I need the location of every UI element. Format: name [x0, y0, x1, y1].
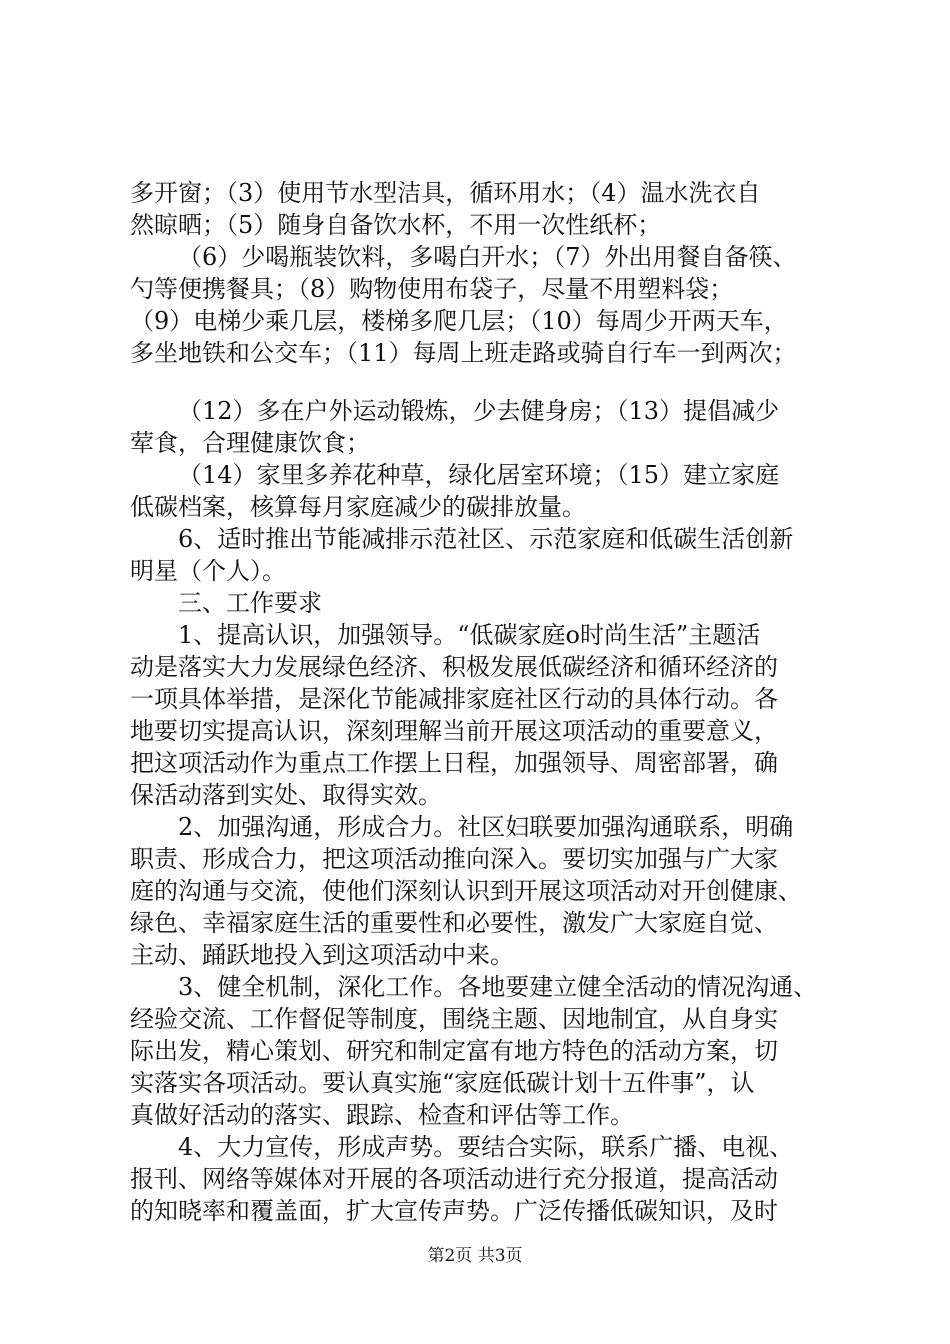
text-line: 然晾晒；（5）随身自备饮水杯，不用一次性纸杯； — [130, 211, 662, 239]
text-line: 1、提高认识，加强领导。“低碳家庭o时尚生活”主题活 — [178, 621, 761, 649]
text-line: 的知晓率和覆盖面，扩大宣传声势。广泛传播低碳知识，及时 — [130, 1197, 778, 1225]
text-line: 际出发，精心策划、研究和制定富有地方特色的活动方案，切 — [130, 1037, 778, 1065]
text-line: 实落实各项活动。要认真实施“家庭低碳计划十五件事”，认 — [130, 1069, 755, 1097]
text-line: 经验交流、工作督促等制度，围绕主题、因地制宜，从自身实 — [130, 1005, 778, 1033]
text-line: 2、加强沟通，形成合力。社区妇联要加强沟通联系，明确 — [178, 813, 794, 841]
text-line: 多坐地铁和公交车；（11）每周上班走路或骑自行车一到两次； — [130, 339, 797, 367]
text-line: 明星（个人）。 — [130, 557, 286, 585]
text-line: 荤食，合理健康饮食； — [130, 429, 370, 457]
text-line: 地要切实提高认识，深刻理解当前开展这项活动的重要意义， — [130, 717, 778, 745]
text-line: 低碳档案，核算每月家庭减少的碳排放量。 — [130, 493, 586, 521]
text-line: 庭的沟通与交流，使他们深刻认识到开展这项活动对开创健康、 — [130, 877, 802, 905]
text-line: 报刊、网络等媒体对开展的各项活动进行充分报道，提高活动 — [130, 1165, 778, 1193]
text-line: （9）电梯少乘几层，楼梯多爬几层；（10）每周少开两天车， — [130, 307, 788, 335]
text-line: 把这项活动作为重点工作摆上日程，加强领导、周密部署，确 — [130, 749, 778, 777]
text-line: （14）家里多养花种草，绿化居室环境；（15）建立家庭 — [178, 461, 780, 489]
text-line: 动是落实大力发展绿色经济、积极发展低碳经济和循环经济的 — [130, 653, 778, 681]
section-heading: 三、工作要求 — [178, 589, 322, 617]
text-line: 4、大力宣传，形成声势。要结合实际，联系广播、电视、 — [178, 1133, 794, 1161]
text-line: 主动、踊跃地投入到这项活动中来。 — [130, 941, 514, 969]
text-line: 保活动落到实处、取得实效。 — [130, 781, 442, 809]
text-line: 一项具体举措，是深化节能减排家庭社区行动的具体行动。各 — [130, 685, 778, 713]
text-line: 勺等便携餐具；（8）购物使用布袋子，尽量不用塑料袋； — [130, 275, 734, 303]
text-line: 职责、形成合力，把这项活动推向深入。要切实加强与广大家 — [130, 845, 778, 873]
text-line: （12）多在户外运动锻炼，少去健身房；（13）提倡减少 — [178, 397, 780, 425]
page-number: 第2页 共3页 — [427, 1246, 523, 1266]
text-line: 3、健全机制，深化工作。各地要建立健全活动的情况沟通、 — [178, 973, 818, 1001]
text-line: 6、适时推出节能减排示范社区、示范家庭和低碳生活创新 — [178, 525, 794, 553]
text-line: 真做好活动的落实、跟踪、检查和评估等工作。 — [130, 1101, 634, 1129]
text-line: （6）少喝瓶装饮料，多喝白开水；（7）外出用餐自备筷、 — [178, 243, 797, 271]
text-line: 绿色、幸福家庭生活的重要性和必要性，激发广大家庭自觉、 — [130, 909, 778, 937]
text-line: 多开窗；（3）使用节水型洁具，循环用水；（4）温水洗衣自 — [130, 179, 761, 207]
